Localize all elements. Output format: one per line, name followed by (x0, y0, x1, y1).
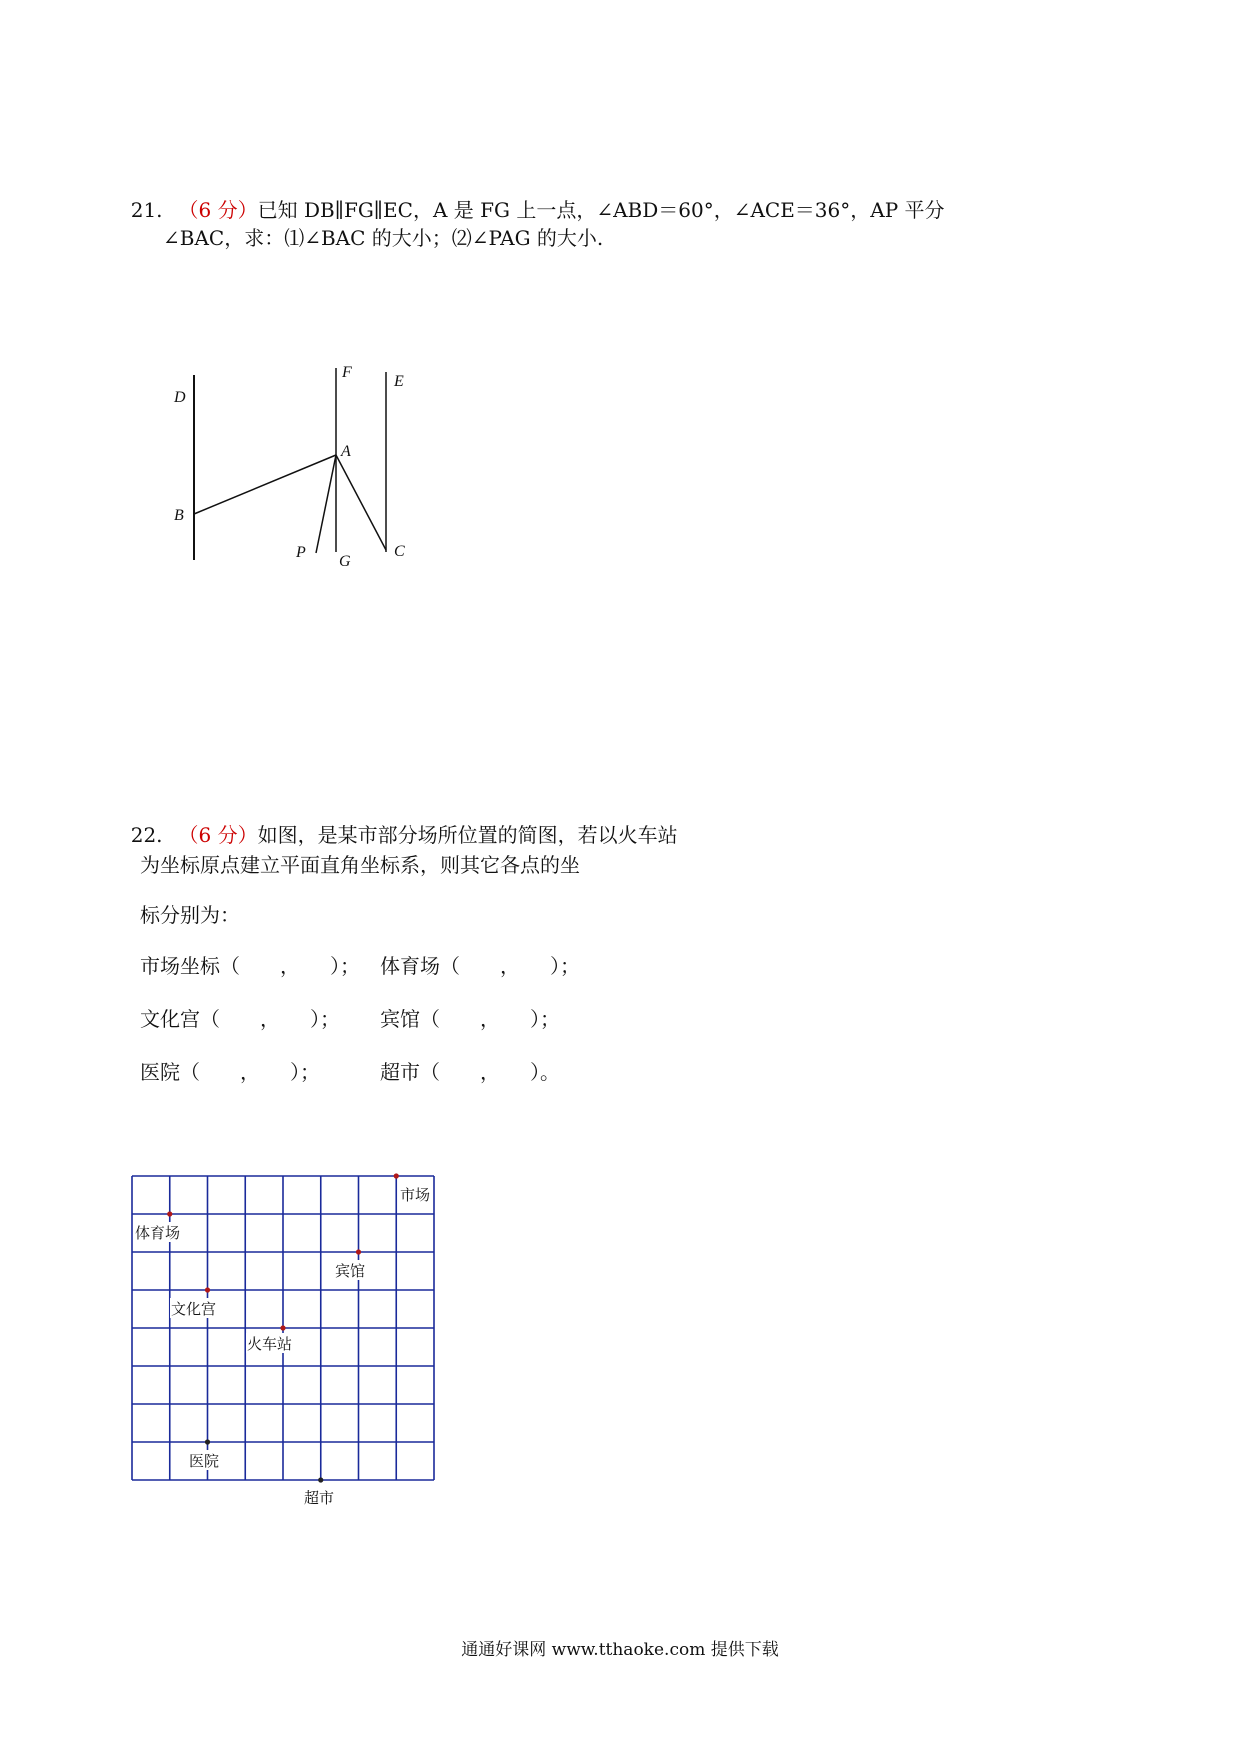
label-C: C (394, 543, 405, 560)
train-station-dot (280, 1325, 285, 1330)
q22-line3: 标分别为： (140, 903, 240, 927)
hospital-dot (205, 1439, 210, 1444)
segment-AP (316, 455, 336, 553)
label-B: B (174, 507, 184, 524)
q22-line1 (118, 805, 678, 845)
q22-number: 22. (130, 823, 163, 847)
hotel-dot (356, 1249, 361, 1254)
q22-text-line1: 如图，是某市部分场所位置的简图，若以火车站 (257, 823, 678, 847)
label-A: A (341, 443, 351, 460)
supermarket-label: 超市 (304, 1489, 335, 1507)
culture-palace-label: 文化宫 (171, 1300, 217, 1318)
label-F: F (342, 364, 352, 381)
answer-hotel: 宾馆（ ， ）； (380, 1007, 560, 1031)
q21-number: 21. (130, 198, 163, 222)
hospital-label: 医院 (189, 1452, 220, 1470)
q21-line2: ∠BAC，求：⑴∠BAC 的大小；⑵∠PAG 的大小. (163, 226, 604, 250)
culture-palace-dot (205, 1287, 210, 1292)
q21-points: （6 分） (178, 198, 258, 222)
segment-AC (336, 455, 386, 550)
segment-AB (194, 455, 336, 514)
train-station-label: 火车站 (247, 1335, 293, 1353)
hotel-label: 宾馆 (335, 1262, 366, 1280)
footer-source: 通通好课网 www.tthaoke.com 提供下载 (461, 1640, 779, 1660)
label-P: P (296, 544, 306, 561)
stadium-label: 体育场 (135, 1224, 181, 1242)
answer-stadium: 体育场（ ， ）； (380, 954, 580, 978)
q22-points: （6 分） (178, 823, 258, 847)
answer-supermarket: 超市（ ， ）。 (380, 1060, 560, 1084)
market-dot (394, 1173, 399, 1178)
supermarket-dot (318, 1477, 323, 1482)
label-E: E (394, 373, 404, 390)
q21-line1 (118, 180, 945, 220)
q22-city-grid-map (120, 1170, 440, 1515)
label-D: D (174, 389, 186, 406)
q21-text-line1: 已知 DB∥FG∥EC，A 是 FG 上一点，∠ABD＝60°，∠ACE＝36°，AP 平分 (257, 198, 945, 222)
market-label: 市场 (400, 1186, 431, 1204)
stadium-dot (167, 1211, 172, 1216)
q21-parallel-lines-figure (150, 360, 440, 580)
label-G: G (339, 553, 351, 570)
answer-hospital: 医院（ ， ）； (140, 1060, 320, 1084)
q22-line2: 为坐标原点建立平面直角坐标系，则其它各点的坐 (140, 853, 580, 877)
answer-market: 市场坐标（ ， ）； (140, 954, 360, 978)
answer-culture-palace: 文化宫（ ， ）； (140, 1007, 340, 1031)
